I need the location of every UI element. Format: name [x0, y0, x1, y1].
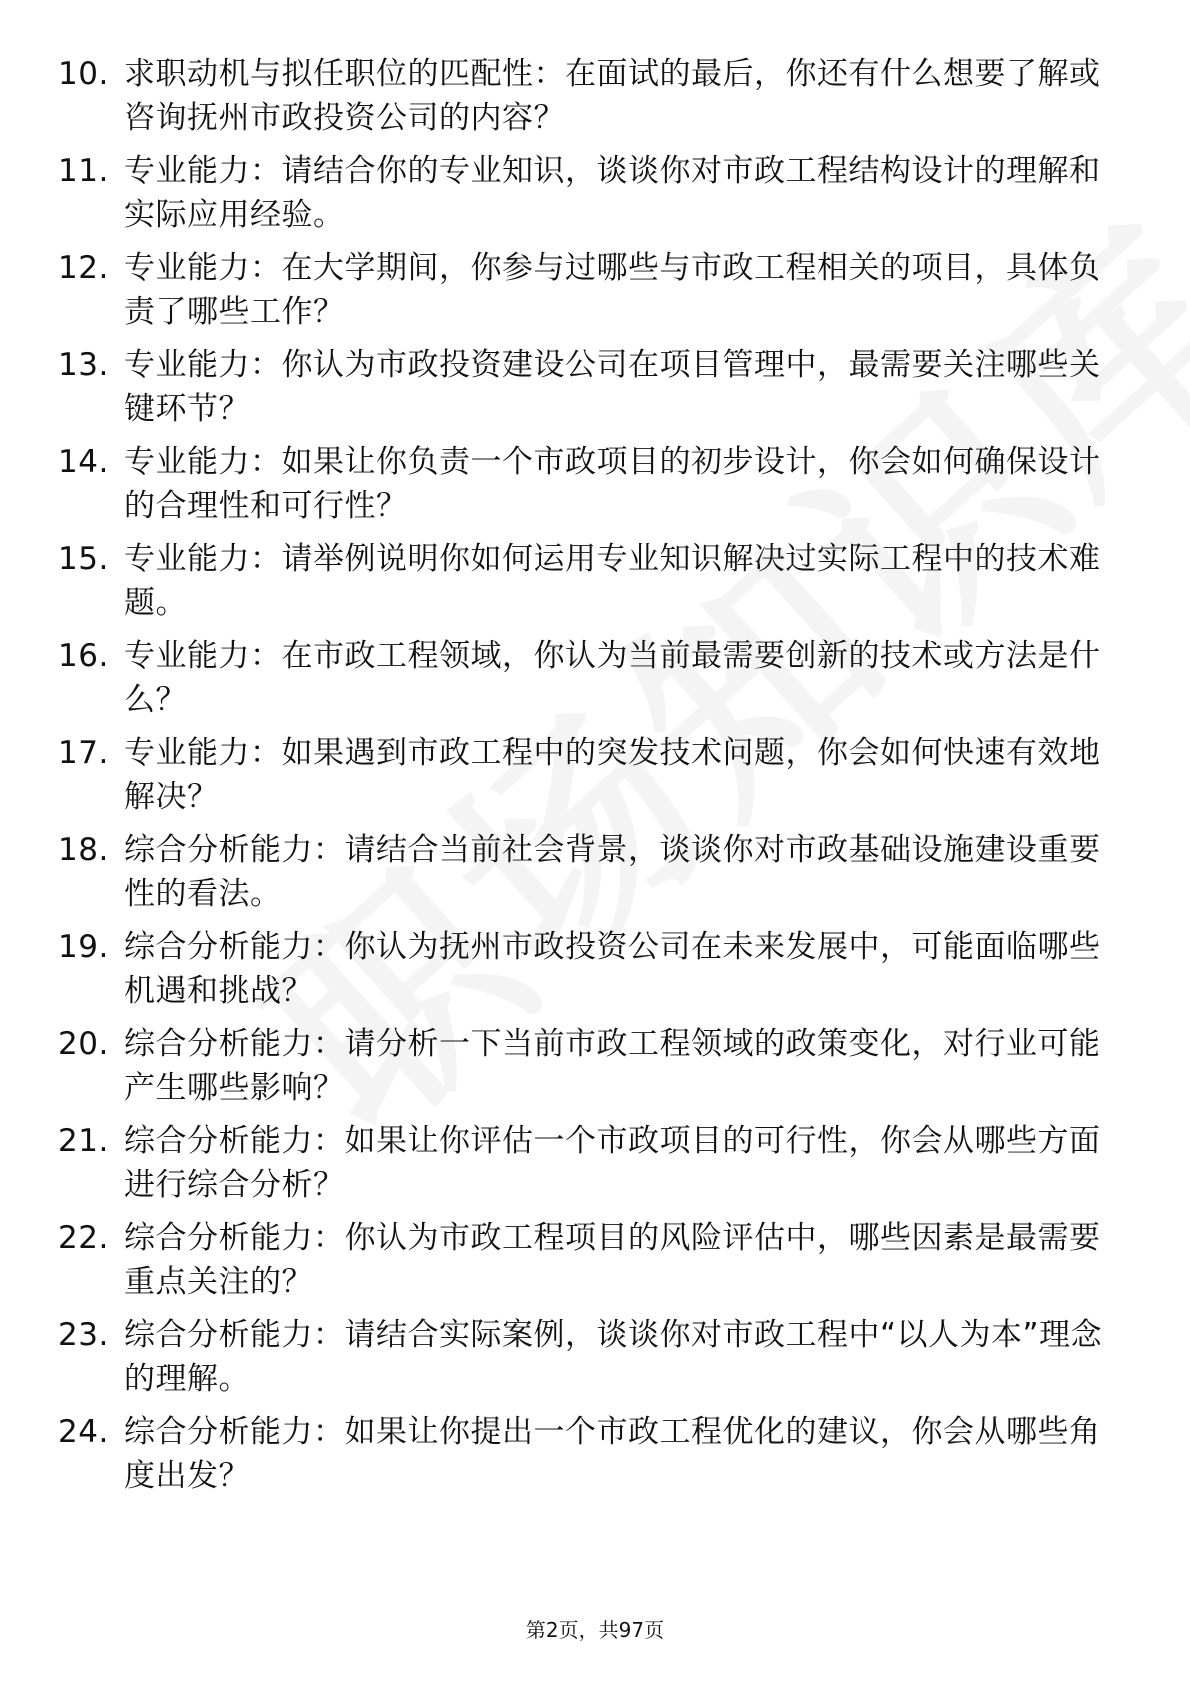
question-item: [58, 828, 1118, 916]
question-item: [58, 925, 1118, 1013]
question-item: [58, 1216, 1118, 1304]
page-number: 第2页，共97页: [525, 1618, 665, 1642]
question-text: 综合分析能力：你认为市政工程项目的风险评估中，哪些因素是最需要重点关注的？: [124, 1220, 1101, 1300]
question-item: [58, 537, 1118, 625]
question-number: 23.: [58, 1317, 109, 1353]
question-text: 综合分析能力：如果让你提出一个市政工程优化的建议，你会从哪些角度出发？: [124, 1414, 1101, 1494]
question-number: 13.: [58, 347, 109, 383]
question-number: 21.: [58, 1123, 109, 1159]
question-number: 22.: [58, 1220, 109, 1256]
question-number: 17.: [58, 735, 109, 771]
question-number: 20.: [58, 1026, 109, 1062]
question-item: [58, 1022, 1118, 1110]
question-number: 12.: [58, 250, 109, 286]
question-item: [58, 246, 1118, 334]
question-number: 11.: [58, 153, 109, 189]
question-text: 专业能力：你认为市政投资建设公司在项目管理中，最需要关注哪些关键环节？: [124, 347, 1101, 427]
question-item: [58, 1410, 1118, 1498]
question-text: 专业能力：如果遇到市政工程中的突发技术问题，你会如何快速有效地解决？: [124, 735, 1101, 815]
question-number: 16.: [58, 638, 109, 674]
question-text: 综合分析能力：请结合实际案例，谈谈你对市政工程中“以人为本”理念的理解。: [124, 1317, 1103, 1397]
question-item: [58, 731, 1118, 819]
question-item: [58, 440, 1118, 528]
question-number: 15.: [58, 541, 109, 577]
question-text: 综合分析能力：你认为抚州市政投资公司在未来发展中，可能面临哪些机遇和挑战？: [124, 929, 1101, 1009]
question-item: [58, 52, 1118, 140]
question-item: [58, 1313, 1118, 1401]
question-list: [58, 52, 1118, 1507]
question-text: 综合分析能力：请分析一下当前市政工程领域的政策变化，对行业可能产生哪些影响？: [124, 1026, 1101, 1106]
question-text: 专业能力：在大学期间，你参与过哪些与市政工程相关的项目，具体负责了哪些工作？: [124, 250, 1101, 330]
question-text: 求职动机与拟任职位的匹配性：在面试的最后，你还有什么想要了解或咨询抚州市政投资公司的内容？: [124, 56, 1101, 136]
question-number: 14.: [58, 444, 109, 480]
question-item: [58, 1119, 1118, 1207]
question-number: 19.: [58, 929, 109, 965]
question-text: 专业能力：请结合你的专业知识，谈谈你对市政工程结构设计的理解和实际应用经验。: [124, 153, 1101, 233]
question-text: 专业能力：如果让你负责一个市政项目的初步设计，你会如何确保设计的合理性和可行性？: [124, 444, 1101, 524]
question-number: 24.: [58, 1414, 109, 1450]
question-text: 专业能力：在市政工程领域，你认为当前最需要创新的技术或方法是什么？: [124, 638, 1101, 718]
question-item: [58, 343, 1118, 431]
question-text: 综合分析能力：如果让你评估一个市政项目的可行性，你会从哪些方面进行综合分析？: [124, 1123, 1101, 1203]
question-item: [58, 634, 1118, 722]
question-text: 专业能力：请举例说明你如何运用专业知识解决过实际工程中的技术难题。: [124, 541, 1101, 621]
question-text: 综合分析能力：请结合当前社会背景，谈谈你对市政基础设施建设重要性的看法。: [124, 832, 1101, 912]
question-number: 10.: [58, 56, 109, 92]
question-number: 18.: [58, 832, 109, 868]
question-item: [58, 149, 1118, 237]
